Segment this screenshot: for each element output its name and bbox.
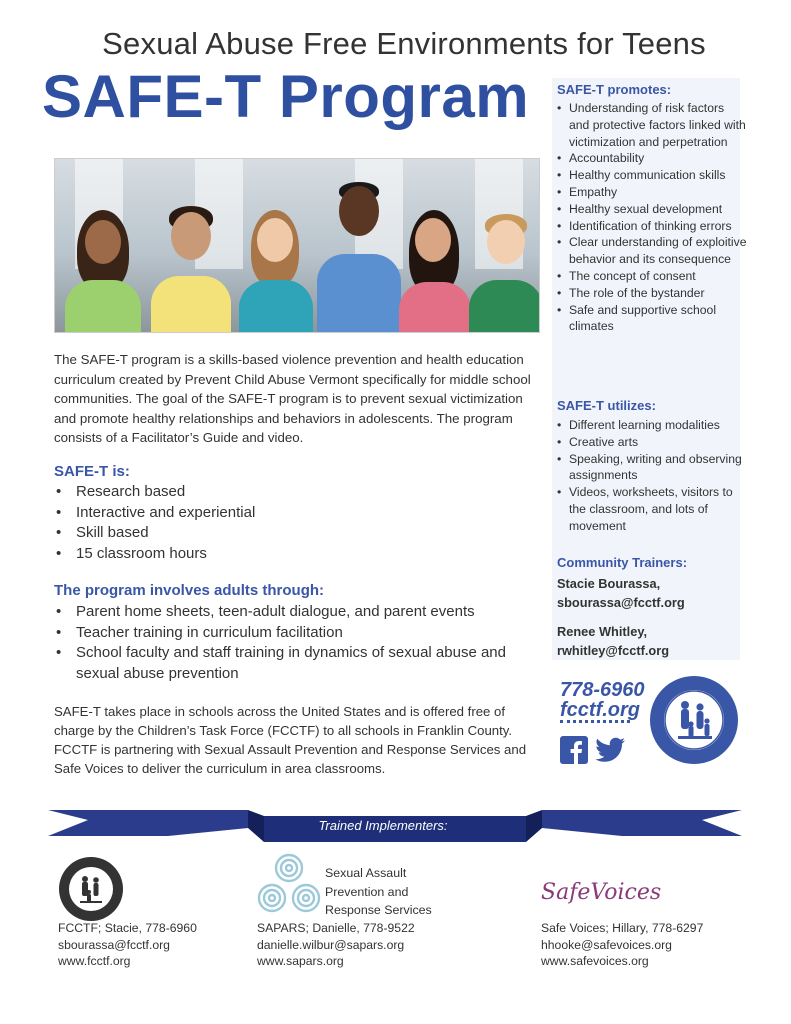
fcctf-site[interactable]: fcctf.org bbox=[560, 699, 640, 721]
list-item: • Teacher training in curriculum facilitation bbox=[54, 623, 534, 644]
trainers-heading: Community Trainers: bbox=[557, 555, 688, 570]
list-item: • Safe and supportive school climates bbox=[557, 302, 747, 336]
utilizes-list bbox=[557, 417, 747, 535]
sapars-spiral-logo-icon bbox=[256, 852, 322, 916]
trainer-2 bbox=[557, 622, 669, 660]
list-item: • Healthy sexual development bbox=[557, 201, 747, 218]
trainer-name: Stacie Bourassa, bbox=[557, 576, 661, 591]
task-force-seal-icon bbox=[648, 674, 740, 766]
subtitle: Sexual Abuse Free Environments for Teens bbox=[102, 26, 706, 61]
twitter-icon[interactable] bbox=[594, 736, 626, 764]
utilizes-heading: SAFE-T utilizes: bbox=[557, 398, 656, 413]
partner-sapars bbox=[257, 920, 415, 970]
list-item: • Skill based bbox=[54, 523, 534, 544]
list-item: • Identification of thinking errors bbox=[557, 218, 747, 235]
list-item: • The concept of consent bbox=[557, 268, 747, 285]
trainer-email[interactable]: sbourassa@fcctf.org bbox=[557, 595, 685, 610]
list-item: • Creative arts bbox=[557, 434, 747, 451]
adults-list bbox=[54, 602, 534, 684]
safevoices-logo: SafeVoices bbox=[541, 880, 662, 905]
partner-email[interactable]: sbourassa@fcctf.org bbox=[58, 937, 170, 952]
list-item: • 15 classroom hours bbox=[54, 544, 534, 565]
partner-email[interactable]: hhooke@safevoices.org bbox=[541, 937, 672, 952]
facebook-icon[interactable] bbox=[560, 736, 588, 764]
promotes-heading: SAFE-T promotes: bbox=[557, 82, 672, 97]
intro-paragraph: The SAFE-T program is a skills-based violence prevention and health education curriculum created by Prevent Child Abuse Vermont specifically for middle school communities. The goal of the SAFE-T program is to prevent sexual victimization and promote healthy relationships and behaviors in adolescents. The program consists of a Facilitator’s Guide and video. bbox=[54, 352, 531, 446]
list-item: • Clear understanding of exploitive behavior and its consequence bbox=[557, 234, 747, 268]
list-item: • Empathy bbox=[557, 184, 747, 201]
divider-dots bbox=[560, 720, 630, 723]
trainer-email[interactable]: rwhitley@fcctf.org bbox=[557, 643, 670, 658]
safet-is-list bbox=[54, 482, 534, 564]
fcctf-logo-icon bbox=[58, 856, 124, 922]
list-item: • Healthy communication skills bbox=[557, 167, 747, 184]
list-item: • Research based bbox=[54, 482, 534, 503]
sapars-name bbox=[325, 864, 432, 920]
safet-is-heading: SAFE-T is: bbox=[54, 463, 130, 480]
list-item: • Accountability bbox=[557, 150, 747, 167]
list-item: • Understanding of risk factors and protective factors linked with victimization and perpetration bbox=[557, 100, 747, 150]
trainer-name: Renee Whitley, bbox=[557, 624, 648, 639]
page-title: SAFE-T Program bbox=[42, 63, 530, 130]
trainer-1 bbox=[557, 574, 685, 612]
sapars-name-line: Response Services bbox=[325, 903, 432, 917]
list-item: • Interactive and experiential bbox=[54, 503, 534, 524]
list-item: • Speaking, writing and observing assignments bbox=[557, 451, 747, 485]
list-item: • School faculty and staff training in dynamics of sexual abuse and sexual abuse prevention bbox=[54, 643, 534, 684]
partner-contact: FCCTF; Stacie, 778-6960 bbox=[58, 921, 197, 935]
partner-contact: SAPARS; Danielle, 778-9522 bbox=[257, 921, 415, 935]
sapars-name-line: Sexual Assault bbox=[325, 866, 407, 880]
partner-website[interactable]: www.safevoices.org bbox=[541, 954, 649, 968]
hero-photo bbox=[54, 158, 540, 333]
partner-fcctf bbox=[58, 920, 197, 970]
partner-website[interactable]: www.sapars.org bbox=[257, 954, 344, 968]
promotes-list bbox=[557, 100, 747, 335]
outro-paragraph: SAFE-T takes place in schools across the United States and is offered free of charge by the Children’s Task Force (FCCTF) to all schools in Franklin County. FCCTF is partnering with Sexual Assault Prevention and Response Services and Safe Voices to deliver the curriculum in area classrooms. bbox=[54, 704, 527, 776]
list-item: • Different learning modalities bbox=[557, 417, 747, 434]
list-item: • Parent home sheets, teen-adult dialogue, and parent events bbox=[54, 602, 534, 623]
list-item: • Videos, worksheets, visitors to the classroom, and lots of movement bbox=[557, 484, 747, 534]
list-item: • The role of the bystander bbox=[557, 285, 747, 302]
partner-website[interactable]: www.fcctf.org bbox=[58, 954, 131, 968]
partner-contact: Safe Voices; Hillary, 778-6297 bbox=[541, 921, 704, 935]
sapars-name-line: Prevention and bbox=[325, 884, 409, 899]
fcctf-contact bbox=[560, 680, 645, 720]
fcctf-phone: 778-6960 bbox=[560, 679, 645, 701]
ribbon-label: Trained Implementers: bbox=[318, 818, 448, 833]
partner-safevoices bbox=[541, 920, 703, 970]
partner-email[interactable]: danielle.wilbur@sapars.org bbox=[257, 937, 405, 952]
adults-heading: The program involves adults through: bbox=[54, 582, 325, 599]
